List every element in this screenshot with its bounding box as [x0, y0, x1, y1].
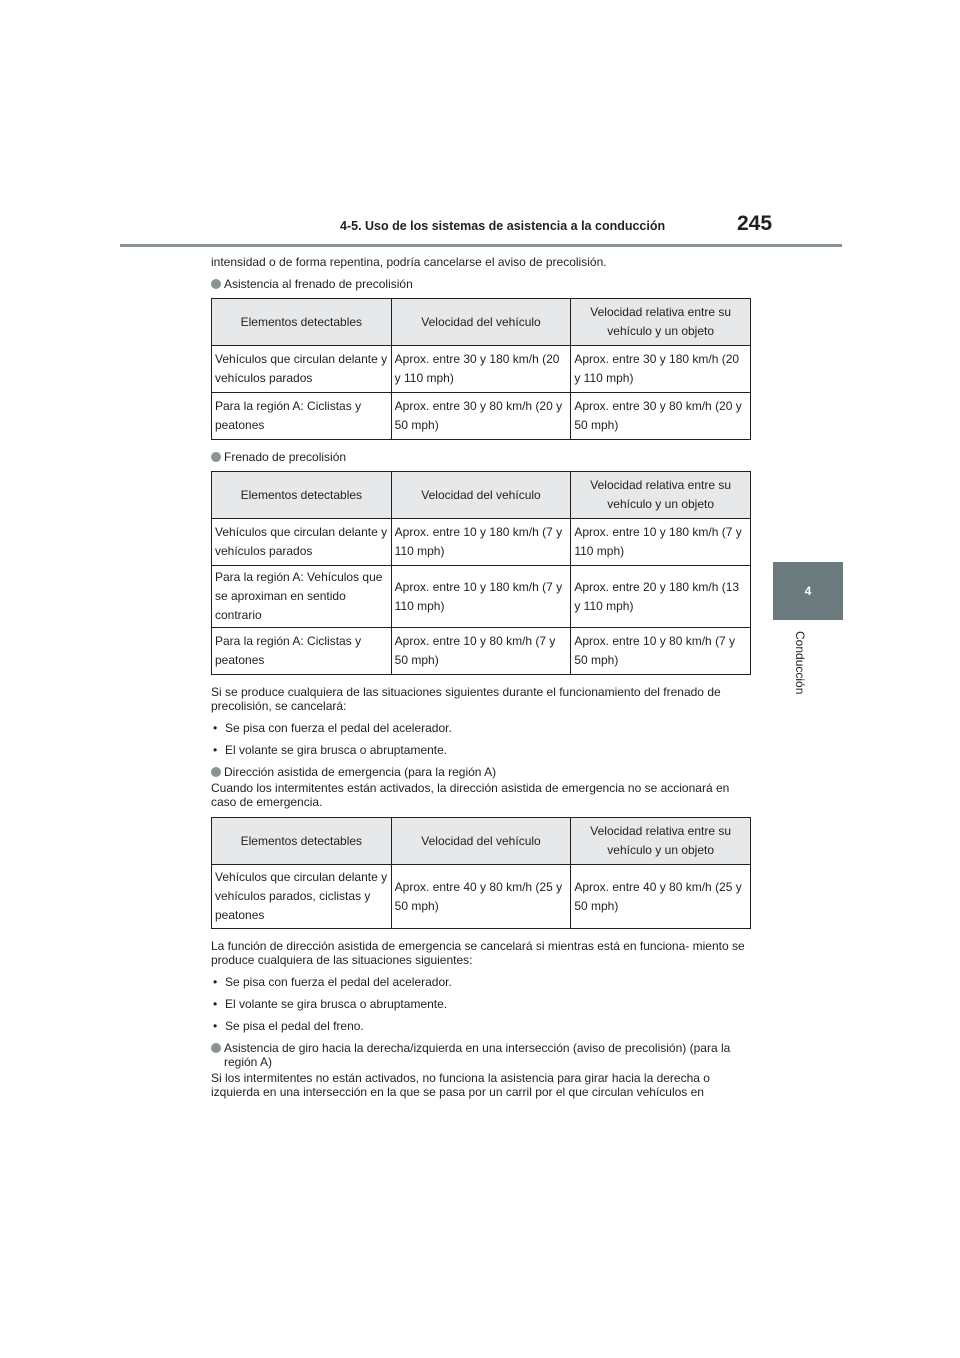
bullet-dot-icon	[211, 279, 221, 289]
table-cell: Aprox. entre 10 y 80 km/h (7 y 50 mph)	[391, 628, 571, 675]
table-cell: Para la región A: Vehículos que se aproximan en sentido contrario	[212, 566, 392, 628]
list-item: • El volante se gira brusca o abruptamente.	[213, 743, 448, 757]
bullet-dot-icon	[211, 452, 221, 462]
table-cell: Aprox. entre 30 y 180 km/h (20 y 110 mph)	[391, 346, 571, 393]
table-row	[212, 865, 751, 929]
list-item: • El volante se gira brusca o abruptamente.	[213, 997, 448, 1011]
table-cell: Aprox. entre 10 y 180 km/h (7 y 110 mph)	[571, 519, 751, 566]
section-heading: Asistencia al frenado de precolisión	[211, 277, 751, 291]
bullet-dot-icon	[211, 1043, 221, 1053]
table-header-row	[212, 472, 751, 519]
table-cell: Aprox. entre 40 y 80 km/h (25 y 50 mph)	[391, 865, 571, 929]
list-item: • Se pisa con fuerza el pedal del acelerador.	[213, 721, 452, 735]
chapter-label: Conducción	[793, 631, 807, 695]
table-cell: Para la región A: Ciclistas y peatones	[212, 393, 392, 440]
column-header: Velocidad relativa entre su vehículo y un objeto	[571, 299, 751, 346]
table-cell: Aprox. entre 40 y 80 km/h (25 y 50 mph)	[571, 865, 751, 929]
column-header: Elementos detectables	[212, 299, 392, 346]
table-row	[212, 566, 751, 628]
section-heading: Frenado de precolisión	[211, 450, 751, 464]
precollision-braking-table	[211, 471, 751, 675]
column-header: Velocidad del vehículo	[391, 472, 571, 519]
column-header: Elementos detectables	[212, 472, 392, 519]
table-cell: Aprox. entre 20 y 180 km/h (13 y 110 mph)	[571, 566, 751, 628]
page-number: 245	[737, 212, 773, 235]
table-cell: Aprox. entre 30 y 80 km/h (20 y 50 mph)	[571, 393, 751, 440]
column-header: Velocidad del vehículo	[391, 299, 571, 346]
table-row	[212, 393, 751, 440]
table-cell: Aprox. entre 10 y 180 km/h (7 y 110 mph)	[391, 519, 571, 566]
column-header: Velocidad relativa entre su vehículo y un objeto	[571, 818, 751, 865]
list-item: • Se pisa el pedal del freno.	[213, 1019, 364, 1033]
section-title: 4-5. Uso de los sistemas de asistencia a la conducción	[340, 219, 666, 233]
list-item: • Se pisa con fuerza el pedal del acelerador.	[213, 975, 452, 989]
column-header: Velocidad relativa entre su vehículo y un objeto	[571, 472, 751, 519]
table-cell: Vehículos que circulan delante y vehículos parados	[212, 346, 392, 393]
precollision-brake-assist-table	[211, 298, 751, 440]
table-cell: Aprox. entre 30 y 180 km/h (20 y 110 mph)	[571, 346, 751, 393]
chapter-number: 4	[804, 584, 812, 598]
bullet-dot-icon	[211, 767, 221, 777]
table-row	[212, 519, 751, 566]
table-row	[212, 628, 751, 675]
column-header: Velocidad del vehículo	[391, 818, 571, 865]
chapter-tab[interactable]	[773, 562, 843, 620]
section-heading: Dirección asistida de emergencia (para la región A)	[211, 765, 751, 779]
table-cell: Aprox. entre 10 y 180 km/h (7 y 110 mph)	[391, 566, 571, 628]
header-divider	[120, 244, 842, 247]
table-cell: Para la región A: Ciclistas y peatones	[212, 628, 392, 675]
table-cell: Aprox. entre 30 y 80 km/h (20 y 50 mph)	[391, 393, 571, 440]
table-cell: Aprox. entre 10 y 80 km/h (7 y 50 mph)	[571, 628, 751, 675]
page-content	[211, 255, 751, 1107]
intro-paragraph: intensidad o de forma repentina, podría cancelarse el aviso de precolisión.	[211, 255, 607, 269]
table-header-row	[212, 818, 751, 865]
column-header: Elementos detectables	[212, 818, 392, 865]
body-paragraph: Cuando los intermitentes están activados, la dirección asistida de emergencia no se accionará en caso de emergencia.	[211, 781, 730, 809]
table-row	[212, 346, 751, 393]
table-cell: Vehículos que circulan delante y vehículos parados, ciclistas y peatones	[212, 865, 392, 929]
body-paragraph: Si se produce cualquiera de las situaciones siguientes durante el funcionamiento del frenado de precolisión, se cancelará:	[211, 685, 721, 713]
body-paragraph: La función de dirección asistida de emergencia se cancelará si mientras está en funciona- miento se produce cualquiera de las situaciones siguientes:	[211, 939, 745, 967]
section-heading: Asistencia de giro hacia la derecha/izquierda en una intersección (aviso de precolisión) (para la región A)	[211, 1041, 751, 1069]
table-header-row	[212, 299, 751, 346]
table-cell: Vehículos que circulan delante y vehículos parados	[212, 519, 392, 566]
emergency-steering-table	[211, 817, 751, 929]
body-paragraph: Si los intermitentes no están activados, no funciona la asistencia para girar hacia la derecha o izquierda en una intersección en la que se pasa por un carril por el que circulan vehículos en	[211, 1071, 710, 1099]
